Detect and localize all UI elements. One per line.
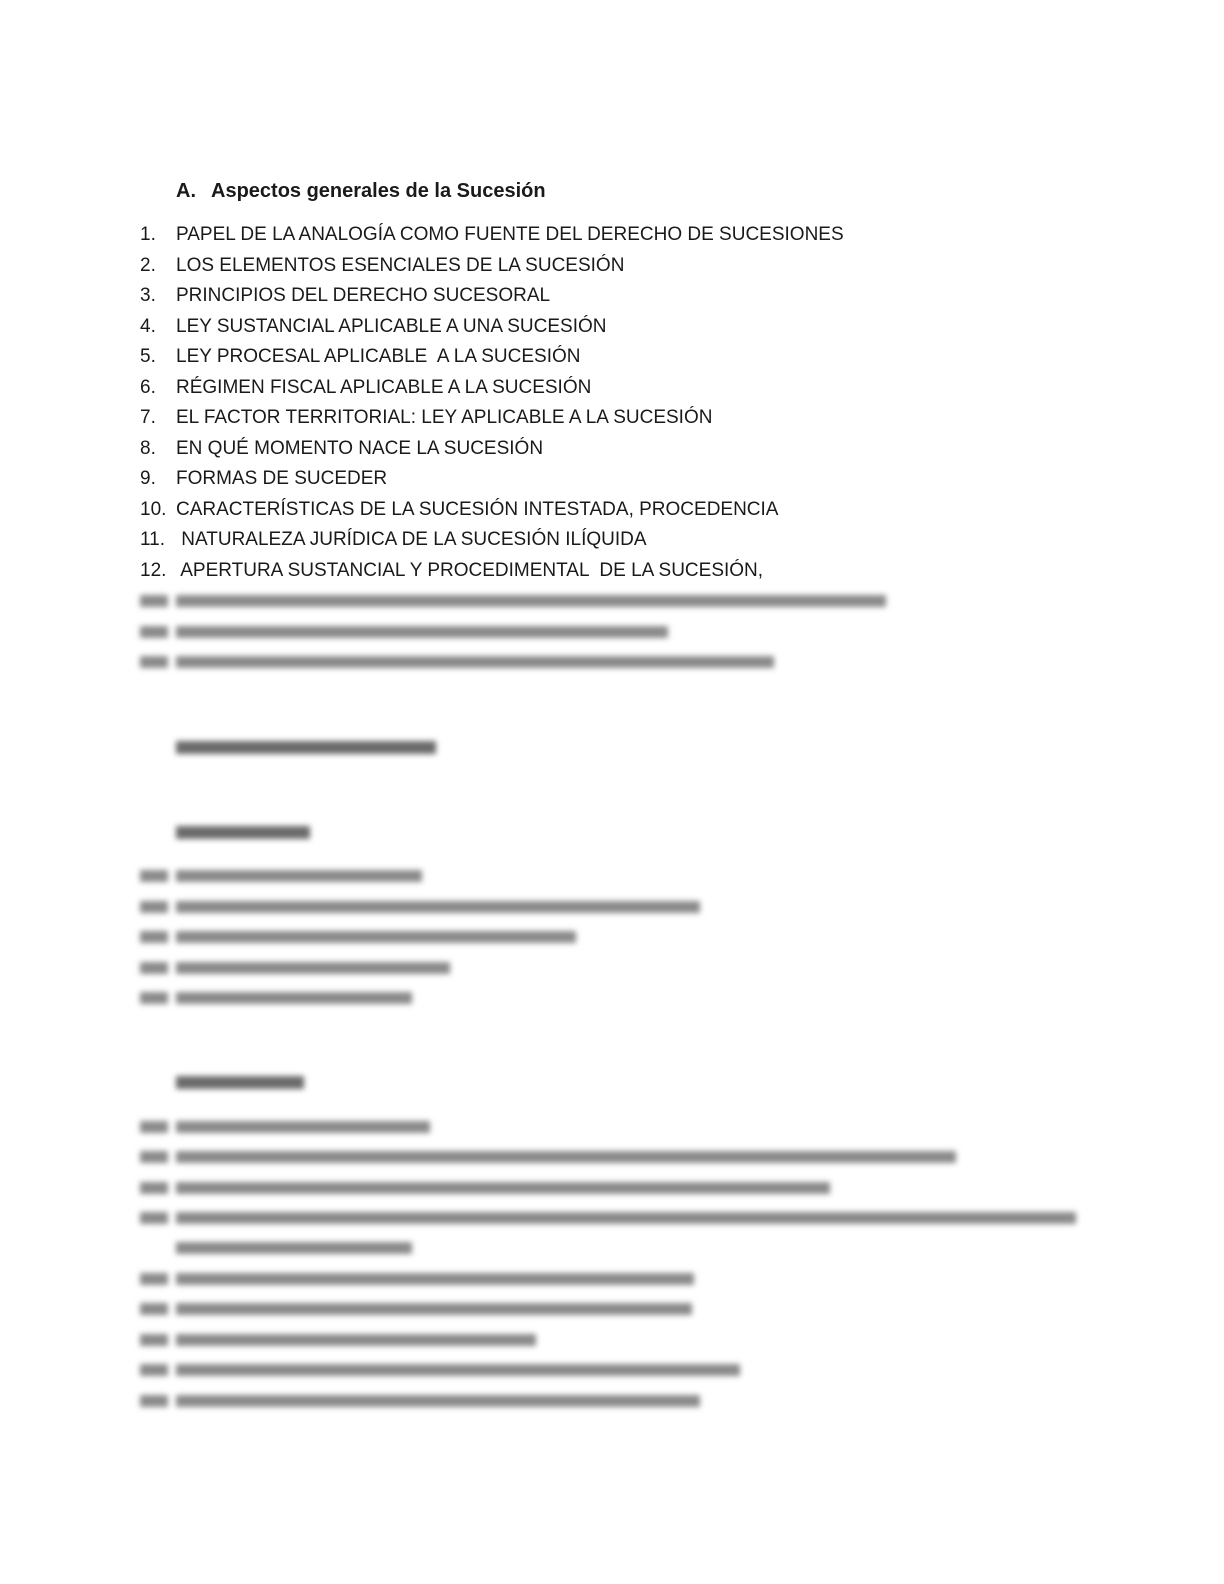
blurred-heading bbox=[176, 1076, 304, 1089]
item-number: 5. bbox=[140, 346, 156, 367]
item-number: 2. bbox=[140, 255, 156, 276]
blurred-line bbox=[176, 1151, 956, 1163]
blurred-line bbox=[140, 656, 168, 668]
item-number: 11. bbox=[140, 529, 166, 550]
blurred-line bbox=[140, 1121, 168, 1133]
blurred-line bbox=[140, 1364, 168, 1376]
blurred-line bbox=[176, 870, 422, 882]
blurred-line bbox=[176, 656, 774, 668]
blurred-line bbox=[176, 1334, 536, 1346]
blurred-line bbox=[140, 1151, 168, 1163]
blurred-line bbox=[140, 595, 168, 607]
blurred-line bbox=[140, 1182, 168, 1194]
blurred-line bbox=[176, 595, 886, 607]
item-text: LOS ELEMENTOS ESENCIALES DE LA SUCESIÓN bbox=[176, 255, 625, 276]
item-text: CARACTERÍSTICAS DE LA SUCESIÓN INTESTADA, PROCEDENCIA bbox=[176, 499, 779, 520]
blurred-line bbox=[176, 1273, 694, 1285]
item-text: LEY SUSTANCIAL APLICABLE A UNA SUCESIÓN bbox=[176, 316, 607, 337]
blurred-heading bbox=[176, 826, 310, 839]
item-text: NATURALEZA JURÍDICA DE LA SUCESIÓN ILÍQUIDA bbox=[176, 529, 647, 550]
blurred-line bbox=[176, 1395, 700, 1407]
blurred-line bbox=[176, 1364, 740, 1376]
blurred-line bbox=[140, 1303, 168, 1315]
blurred-line bbox=[176, 1182, 830, 1194]
blurred-line bbox=[140, 626, 168, 638]
item-text: EN QUÉ MOMENTO NACE LA SUCESIÓN bbox=[176, 438, 544, 459]
item-number: 7. bbox=[140, 407, 156, 428]
blurred-line bbox=[176, 626, 668, 638]
blurred-line bbox=[140, 1212, 168, 1224]
blurred-line bbox=[140, 1273, 168, 1285]
blurred-line bbox=[176, 1212, 1076, 1224]
item-text: FORMAS DE SUCEDER bbox=[176, 468, 388, 489]
blurred-line bbox=[176, 901, 700, 913]
blurred-line bbox=[140, 1395, 168, 1407]
item-number: 8. bbox=[140, 438, 156, 459]
blurred-line bbox=[140, 992, 168, 1004]
blurred-line bbox=[176, 992, 412, 1004]
blurred-line bbox=[176, 1242, 412, 1254]
item-number: 4. bbox=[140, 316, 156, 337]
section-a-letter: A. bbox=[176, 180, 196, 202]
section-a-title: Aspectos generales de la Sucesión bbox=[211, 180, 546, 202]
blurred-line bbox=[140, 931, 168, 943]
item-number: 6. bbox=[140, 377, 156, 398]
blurred-line bbox=[140, 962, 168, 974]
blurred-line bbox=[140, 1334, 168, 1346]
item-text: APERTURA SUSTANCIAL Y PROCEDIMENTAL DE LA SUCESIÓN, bbox=[176, 560, 764, 581]
item-text: PAPEL DE LA ANALOGÍA COMO FUENTE DEL DERECHO DE SUCESIONES bbox=[176, 224, 844, 245]
blurred-line bbox=[176, 1303, 692, 1315]
blurred-line bbox=[140, 901, 168, 913]
item-number: 1. bbox=[140, 224, 156, 245]
blurred-line bbox=[140, 870, 168, 882]
item-number: 9. bbox=[140, 468, 156, 489]
item-text: PRINCIPIOS DEL DERECHO SUCESORAL bbox=[176, 285, 551, 306]
item-number: 12. bbox=[140, 560, 167, 581]
blurred-line bbox=[176, 931, 576, 943]
blurred-heading bbox=[176, 741, 436, 754]
item-number: 10. bbox=[140, 499, 167, 520]
blurred-line bbox=[176, 962, 450, 974]
item-number: 3. bbox=[140, 285, 156, 306]
blurred-line bbox=[176, 1121, 430, 1133]
item-text: RÉGIMEN FISCAL APLICABLE A LA SUCESIÓN bbox=[176, 377, 592, 398]
item-text: EL FACTOR TERRITORIAL: LEY APLICABLE A LA SUCESIÓN bbox=[176, 407, 713, 428]
item-text: LEY PROCESAL APLICABLE A LA SUCESIÓN bbox=[176, 346, 581, 367]
